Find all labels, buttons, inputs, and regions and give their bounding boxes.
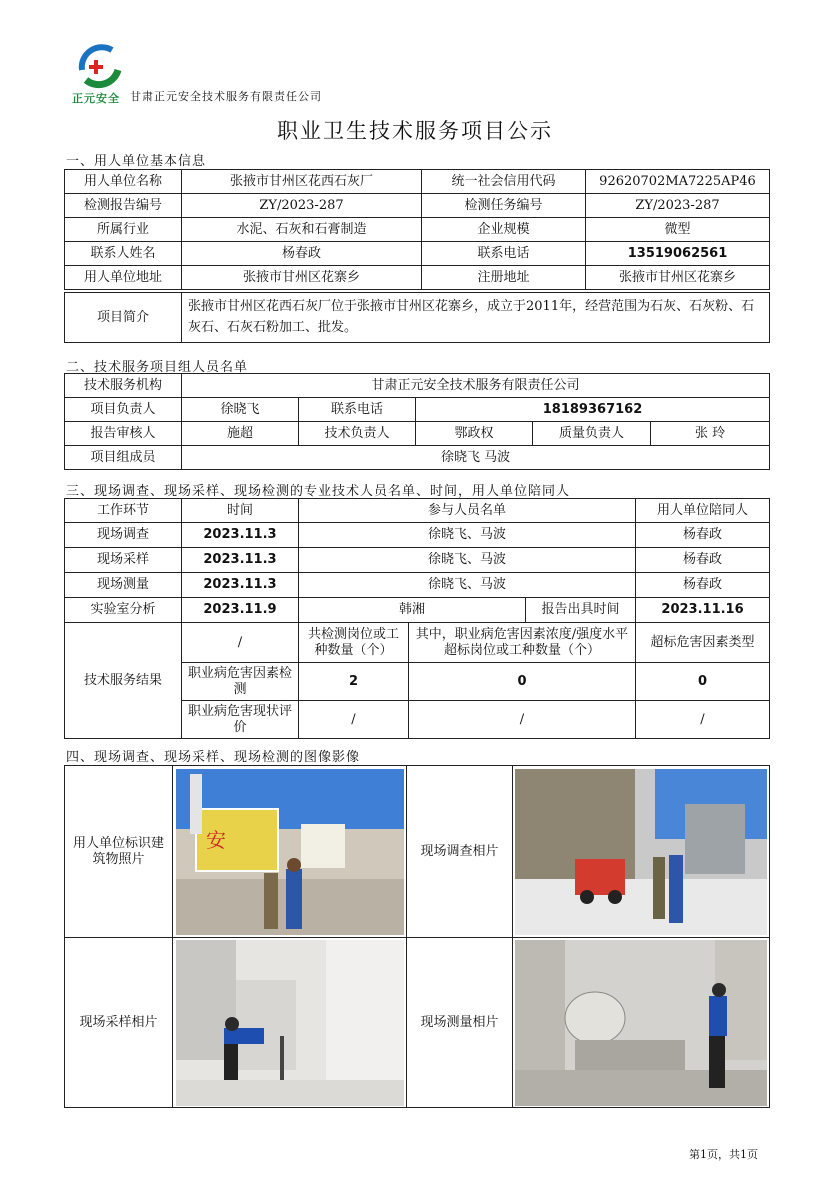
label-cell: 统一社会信用代码: [422, 170, 586, 194]
label-cell: 联系人姓名: [65, 242, 182, 266]
label-cell: 检测报告编号: [65, 194, 182, 218]
label-cell: 注册地址: [422, 266, 586, 290]
table-row: [65, 623, 770, 663]
results-table: [64, 622, 770, 739]
page-number: 第1页，共1页: [689, 1148, 758, 1161]
label-cell: 检测任务编号: [422, 194, 586, 218]
table-row: [65, 293, 770, 343]
value-cell: ZY/2023-287: [182, 194, 422, 218]
label-cell: 所属行业: [65, 218, 182, 242]
intro-text: 张掖市甘州区花西石灰厂位于张掖市甘州区花寨乡，成立于2011年，经营范围为石灰、石灰粉、石灰石、石灰石粉加工、批发。: [182, 293, 770, 343]
intro-table: [64, 292, 770, 343]
section4-heading: 四、现场调查、现场采样、现场检测的图像影像: [66, 750, 361, 765]
people-cell: 徐晓飞、马波: [299, 548, 636, 573]
column-header: 超标危害因素类型: [636, 623, 770, 663]
stage-cell: 现场调查: [65, 523, 182, 548]
reviewer-label: 报告审核人: [65, 422, 182, 446]
value-cell: 微型: [586, 218, 770, 242]
table-row: [65, 548, 770, 573]
photos-table: [64, 765, 770, 1108]
intro-label: 项目简介: [65, 293, 182, 343]
stage-cell: 现场测量: [65, 573, 182, 598]
column-header: 时间: [182, 499, 299, 523]
photo-survey: [513, 766, 770, 938]
result-label: 技术服务结果: [65, 623, 182, 739]
section1-heading: 一、用人单位基本信息: [66, 154, 207, 169]
value-cell: 张掖市甘州区花西石灰厂: [182, 170, 422, 194]
column-header: /: [182, 623, 299, 663]
value-cell: 张掖市甘州区花寨乡: [586, 266, 770, 290]
svg-text:安: 安: [205, 827, 226, 852]
field-work-table: [64, 498, 770, 623]
photo-label: 现场调查相片: [407, 766, 513, 938]
value-cell: 张掖市甘州区花寨乡: [182, 266, 422, 290]
label-cell: 企业规模: [422, 218, 586, 242]
phone-value: 18189367162: [416, 398, 770, 422]
photo-label: 用人单位标识建筑物照片: [65, 766, 173, 938]
time-cell: 2023.11.3: [182, 523, 299, 548]
result-type: 0: [636, 663, 770, 701]
table-row: [65, 194, 770, 218]
tech-value: 鄂政权: [416, 422, 533, 446]
column-header: 参与人员名单: [299, 499, 636, 523]
logo-text: 正元安全: [72, 92, 120, 105]
table-row: [65, 218, 770, 242]
issue-label: 报告出具时间: [526, 598, 636, 623]
table-row: [65, 573, 770, 598]
table-row: [65, 170, 770, 194]
quality-label: 质量负责人: [533, 422, 651, 446]
lab-time: 2023.11.9: [182, 598, 299, 623]
members-value: 徐晓飞 马波: [182, 446, 770, 470]
org-label: 技术服务机构: [65, 374, 182, 398]
escort-cell: 杨春政: [636, 548, 770, 573]
photo-label: 现场采样相片: [65, 938, 173, 1108]
column-header: 其中，职业病危害因素浓度/强度水平超标岗位或工种数量（个）: [409, 623, 636, 663]
phone-label: 联系电话: [299, 398, 416, 422]
column-header: 工作环节: [65, 499, 182, 523]
photo-measurement: [513, 938, 770, 1108]
photo-building: [173, 766, 407, 938]
result-count: /: [299, 701, 409, 739]
result-item: 职业病危害现状评价: [182, 701, 299, 739]
label-cell: 联系电话: [422, 242, 586, 266]
photo-label: 现场测量相片: [407, 938, 513, 1108]
value-cell: ZY/2023-287: [586, 194, 770, 218]
quality-value: 张 玲: [651, 422, 770, 446]
time-cell: 2023.11.3: [182, 548, 299, 573]
value-cell: 水泥、石灰和石膏制造: [182, 218, 422, 242]
value-cell: 13519062561: [586, 242, 770, 266]
result-type: /: [636, 701, 770, 739]
result-exceed: 0: [409, 663, 636, 701]
org-value: 甘肃正元安全技术服务有限责任公司: [182, 374, 770, 398]
result-exceed: /: [409, 701, 636, 739]
table-row: [65, 938, 770, 1108]
tech-label: 技术负责人: [299, 422, 416, 446]
section2-heading: 二、技术服务项目组人员名单: [66, 360, 249, 375]
table-row: [65, 766, 770, 938]
leader-value: 徐晓飞: [182, 398, 299, 422]
table-row: [65, 266, 770, 290]
result-item: 职业病危害因素检测: [182, 663, 299, 701]
lab-people: 韩湘: [299, 598, 526, 623]
table-row: [65, 422, 770, 446]
value-cell: 92620702MA7225AP46: [586, 170, 770, 194]
value-cell: 杨春政: [182, 242, 422, 266]
table-row: [65, 598, 770, 623]
stage-cell: 现场采样: [65, 548, 182, 573]
table-row: [65, 242, 770, 266]
table-row: [65, 499, 770, 523]
basic-info-table: [64, 169, 770, 290]
column-header: 共检测岗位或工种数量（个）: [299, 623, 409, 663]
column-header: 用人单位陪同人: [636, 499, 770, 523]
issue-time: 2023.11.16: [636, 598, 770, 623]
section3-heading: 三、现场调查、现场采样、现场检测的专业技术人员名单、时间，用人单位陪同人: [66, 484, 571, 499]
table-row: [65, 446, 770, 470]
lab-label: 实验室分析: [65, 598, 182, 623]
people-cell: 徐晓飞、马波: [299, 523, 636, 548]
escort-cell: 杨春政: [636, 523, 770, 548]
table-row: [65, 374, 770, 398]
result-count: 2: [299, 663, 409, 701]
team-table: [64, 373, 770, 470]
label-cell: 用人单位名称: [65, 170, 182, 194]
people-cell: 徐晓飞、马波: [299, 573, 636, 598]
label-cell: 用人单位地址: [65, 266, 182, 290]
table-row: [65, 523, 770, 548]
photo-sampling: [173, 938, 407, 1108]
page-title: 职业卫生技术服务项目公示: [277, 119, 553, 143]
escort-cell: 杨春政: [636, 573, 770, 598]
company-header: 甘肃正元安全技术服务有限责任公司: [130, 90, 322, 103]
leader-label: 项目负责人: [65, 398, 182, 422]
table-row: [65, 398, 770, 422]
reviewer-value: 施超: [182, 422, 299, 446]
members-label: 项目组成员: [65, 446, 182, 470]
time-cell: 2023.11.3: [182, 573, 299, 598]
